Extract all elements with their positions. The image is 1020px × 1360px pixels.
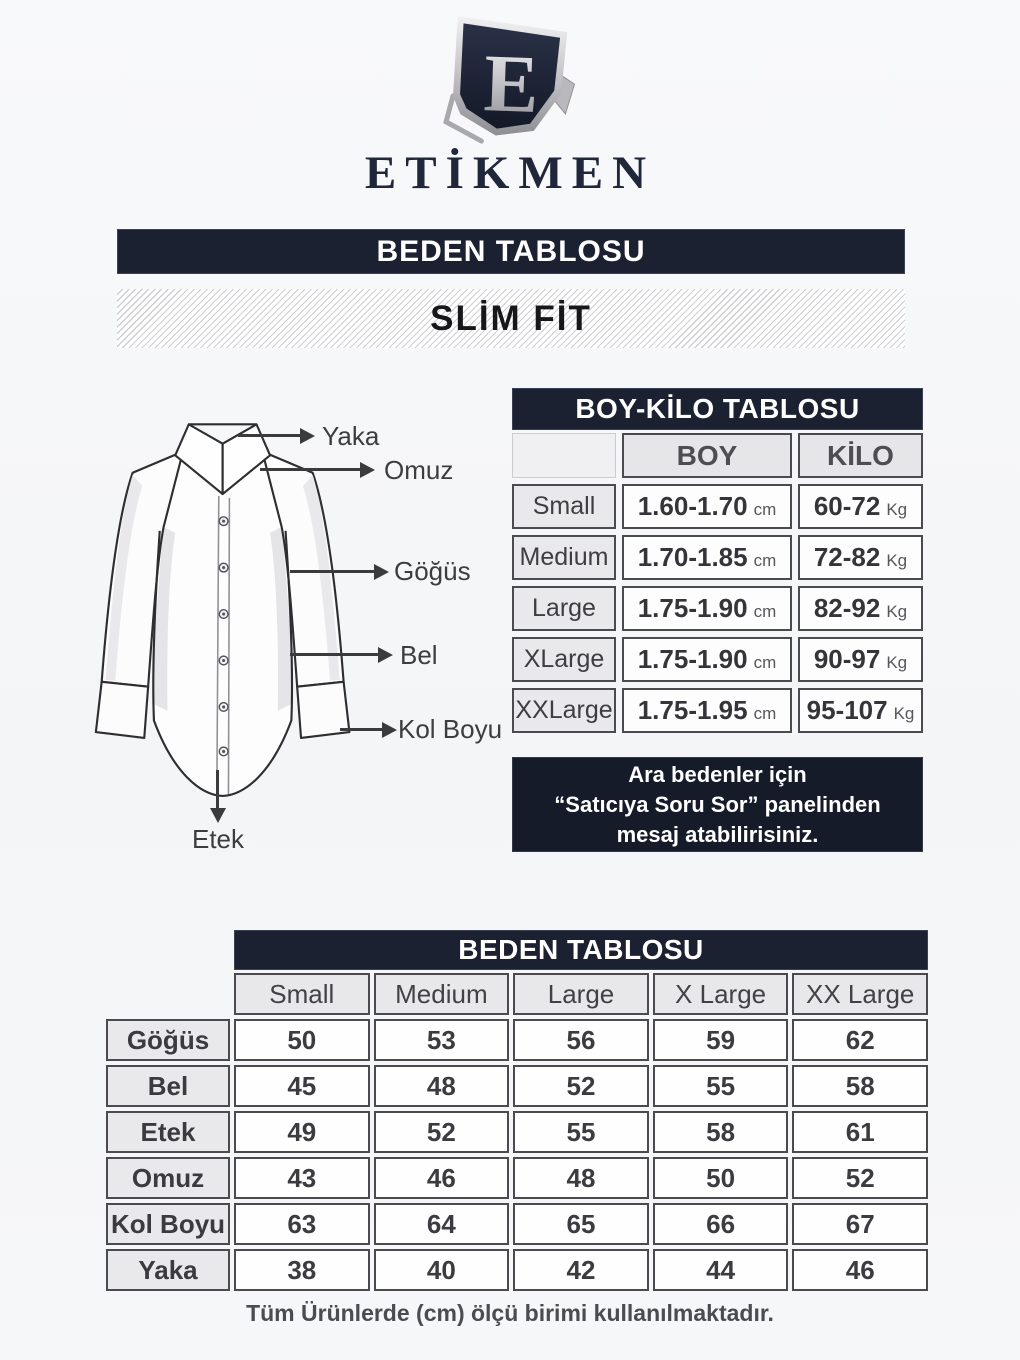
measure-value: 46 xyxy=(792,1249,928,1291)
diagram-label-kol-boyu: Kol Boyu xyxy=(398,714,503,744)
value-text: 1.75-1.90 xyxy=(637,644,748,674)
fit-type-banner: SLİM FİT xyxy=(117,289,905,348)
arrow-right-icon xyxy=(340,728,382,731)
size-label: Small xyxy=(512,484,616,529)
measure-value: 56 xyxy=(513,1019,649,1061)
corner-cell xyxy=(106,973,230,1015)
measure-value: 52 xyxy=(513,1065,649,1107)
kilo-value xyxy=(798,637,923,682)
logo-letter: E xyxy=(482,37,541,130)
unit-text: cm xyxy=(753,499,777,519)
unit-text: cm xyxy=(753,601,777,621)
diagram-label-bel: Bel xyxy=(400,640,438,670)
arrow-right-icon xyxy=(290,570,374,573)
kilo-value xyxy=(798,535,923,580)
kilo-value xyxy=(798,586,923,631)
measure-value: 46 xyxy=(374,1157,510,1199)
measure-label: Omuz xyxy=(106,1157,230,1199)
measure-value: 61 xyxy=(792,1111,928,1153)
seller-question-note xyxy=(512,757,923,852)
size-label: Medium xyxy=(512,535,616,580)
boy-value xyxy=(622,688,792,733)
arrow-right-icon xyxy=(290,653,378,656)
value-text: 1.70-1.85 xyxy=(637,542,748,572)
diagram-label-etek: Etek xyxy=(191,824,245,854)
measure-label: Bel xyxy=(106,1065,230,1107)
unit-text: Kg xyxy=(886,652,908,672)
size-label: XXLarge xyxy=(512,688,616,733)
unit-text: Kg xyxy=(893,703,915,723)
measure-value: 58 xyxy=(653,1111,789,1153)
boy-value xyxy=(622,484,792,529)
value-text: 1.75-1.95 xyxy=(637,695,748,725)
beden-table xyxy=(106,930,928,1291)
unit-text: Kg xyxy=(886,550,908,570)
unit-text: cm xyxy=(753,550,777,570)
footer-unit-note: Tüm Ürünlerde (cm) ölçü birimi kullanılmaktadır. xyxy=(246,1300,774,1326)
unit-text: cm xyxy=(753,703,777,723)
measure-value: 52 xyxy=(792,1157,928,1199)
measure-value: 45 xyxy=(234,1065,370,1107)
note-line-2 xyxy=(554,790,880,820)
brand-logo xyxy=(437,12,587,152)
measure-value: 38 xyxy=(234,1249,370,1291)
measure-value: 66 xyxy=(653,1203,789,1245)
main-title-banner: BEDEN TABLOSU xyxy=(117,229,905,274)
value-text: 60-72 xyxy=(813,491,881,521)
boy-kilo-table xyxy=(512,388,923,733)
note-line-3: mesaj atabilirisiniz. xyxy=(616,821,819,847)
measure-value: 59 xyxy=(653,1019,789,1061)
measure-value: 43 xyxy=(234,1157,370,1199)
measure-value: 67 xyxy=(792,1203,928,1245)
measure-value: 65 xyxy=(513,1203,649,1245)
size-label: XLarge xyxy=(512,637,616,682)
measure-value: 50 xyxy=(234,1019,370,1061)
column-header-kilo: KİLO xyxy=(798,433,923,478)
measure-value: 58 xyxy=(792,1065,928,1107)
value-text: 82-92 xyxy=(813,593,881,623)
column-header-small: Small xyxy=(234,973,370,1015)
column-header-large: Large xyxy=(513,973,649,1015)
boy-value xyxy=(622,535,792,580)
boy-value xyxy=(622,637,792,682)
arrow-down-icon xyxy=(216,770,219,808)
column-header-xxlarge: XX Large xyxy=(792,973,928,1015)
diagram-label-gogus: Göğüs xyxy=(394,556,471,586)
kilo-value xyxy=(798,484,923,529)
boy-value xyxy=(622,586,792,631)
unit-text: Kg xyxy=(886,499,908,519)
measure-value: 40 xyxy=(374,1249,510,1291)
value-text: 72-82 xyxy=(813,542,881,572)
note-line-1: Ara bedenler için xyxy=(628,761,807,787)
logo-shield-icon xyxy=(437,12,587,152)
shirt-illustration xyxy=(92,408,392,853)
measure-label: Göğüs xyxy=(106,1019,230,1061)
measure-value: 55 xyxy=(513,1111,649,1153)
size-label: Large xyxy=(512,586,616,631)
brand-name: ETİKMEN xyxy=(364,147,656,199)
measure-value: 44 xyxy=(653,1249,789,1291)
column-header-xlarge: X Large xyxy=(653,973,789,1015)
measure-value: 63 xyxy=(234,1203,370,1245)
value-text: 95-107 xyxy=(806,695,888,725)
beden-table-title: BEDEN TABLOSU xyxy=(234,930,928,970)
kilo-value xyxy=(798,688,923,733)
value-text: 1.75-1.90 xyxy=(637,593,748,623)
measure-value: 52 xyxy=(374,1111,510,1153)
measure-value: 62 xyxy=(792,1019,928,1061)
measure-value: 48 xyxy=(513,1157,649,1199)
column-header-boy: BOY xyxy=(622,433,792,478)
boy-kilo-table-title: BOY-KİLO TABLOSU xyxy=(512,388,923,430)
measure-value: 55 xyxy=(653,1065,789,1107)
measure-value: 53 xyxy=(374,1019,510,1061)
column-header-medium: Medium xyxy=(374,973,510,1015)
measure-value: 50 xyxy=(653,1157,789,1199)
diagram-label-yaka: Yaka xyxy=(322,421,380,451)
measure-label: Etek xyxy=(106,1111,230,1153)
measure-value: 42 xyxy=(513,1249,649,1291)
unit-text: Kg xyxy=(886,601,908,621)
note-quoted-text: “Satıcıya Soru Sor” xyxy=(554,791,759,817)
diagram-label-omuz: Omuz xyxy=(384,455,454,485)
measure-label: Yaka xyxy=(106,1249,230,1291)
measure-value: 48 xyxy=(374,1065,510,1107)
arrow-right-icon xyxy=(238,434,300,437)
unit-text: cm xyxy=(753,652,777,672)
measure-value: 49 xyxy=(234,1111,370,1153)
corner-cell xyxy=(512,433,616,478)
measure-label: Kol Boyu xyxy=(106,1203,230,1245)
value-text: 1.60-1.70 xyxy=(637,491,748,521)
arrow-right-icon xyxy=(260,468,360,471)
measure-value: 64 xyxy=(374,1203,510,1245)
value-text: 90-97 xyxy=(813,644,881,674)
note-line-2-rest: panelinden xyxy=(758,791,881,817)
